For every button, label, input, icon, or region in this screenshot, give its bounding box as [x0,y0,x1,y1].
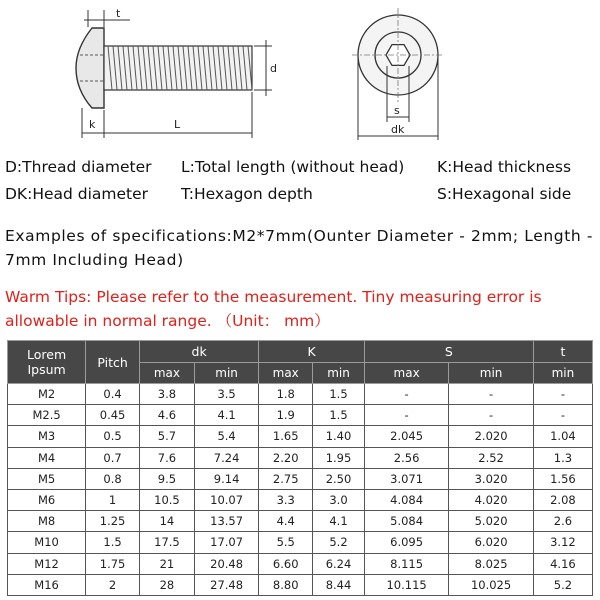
table-cell: 21 [139,553,194,574]
table-cell: 8.115 [364,553,448,574]
table-cell: M2 [8,384,86,405]
table-cell: M5 [8,468,86,489]
header-dk: dk [139,341,258,363]
table-row [8,553,593,574]
table-cell: 1.95 [313,447,365,468]
table-cell: 5.5 [259,532,313,553]
subheader-dk-min: min [194,363,258,384]
table-cell: 4.1 [194,405,258,426]
table-cell: 1.56 [533,468,592,489]
table-cell: 0.4 [86,384,140,405]
dim-label-k: k [89,118,96,131]
table-cell: 10.025 [449,574,533,595]
table-cell: 2.020 [449,426,533,447]
table-cell: 2.08 [533,489,592,510]
table-cell: M12 [8,553,86,574]
table-cell: - [533,384,592,405]
table-cell: 9.14 [194,468,258,489]
table-cell: 2.75 [259,468,313,489]
table-cell: 6.020 [449,532,533,553]
header-lorem-ipsum: Lorem Ipsum [8,341,86,384]
table-cell: 9.5 [139,468,194,489]
table-cell: M10 [8,532,86,553]
dim-label-t: t [116,7,121,20]
subheader-s-max: max [364,363,448,384]
table-cell: 1.04 [533,426,592,447]
table-cell: 1.75 [86,553,140,574]
dim-label-dk: dk [391,123,405,136]
table-cell: 3.5 [194,384,258,405]
table-cell: 3.8 [139,384,194,405]
table-cell: 1.5 [313,384,365,405]
table-cell: 20.48 [194,553,258,574]
dimension-k-l [82,92,252,138]
table-cell: 2.20 [259,447,313,468]
table-cell: M2.5 [8,405,86,426]
subheader-t-min: min [533,363,592,384]
table-cell: M6 [8,489,86,510]
table-cell: 17.07 [194,532,258,553]
table-cell: 2.50 [313,468,365,489]
table-cell: 3.071 [364,468,448,489]
table-cell: 6.095 [364,532,448,553]
table-cell: M4 [8,447,86,468]
table-cell: 2.52 [449,447,533,468]
legend-row-1 [5,158,597,180]
dim-label-d: d [270,62,277,75]
table-cell: 5.020 [449,511,533,532]
table-cell: M8 [8,511,86,532]
table-cell: - [364,384,448,405]
table-cell: 0.7 [86,447,140,468]
table-cell: 27.48 [194,574,258,595]
dim-label-s: s [394,104,400,117]
table-row [8,511,593,532]
screw-head-end-view [352,8,444,102]
table-cell: 4.020 [449,489,533,510]
table-cell: 5.084 [364,511,448,532]
table-cell: 7.6 [139,447,194,468]
table-cell: 3.3 [259,489,313,510]
table-cell: 5.2 [313,532,365,553]
table-cell: 7.24 [194,447,258,468]
table-cell: 0.8 [86,468,140,489]
screw-technical-drawing [0,0,600,150]
table-cell: 4.084 [364,489,448,510]
table-cell: 1.9 [259,405,313,426]
table-cell: 1.5 [313,405,365,426]
table-cell: 10.07 [194,489,258,510]
table-cell: 1.40 [313,426,365,447]
subheader-k-max: max [259,363,313,384]
specification-example: Examples of specifications:M2*7mm(Ounter Diameter - 2mm; Length - 7mm Including Head) [5,227,594,269]
screw-thread-side-view [104,46,252,90]
spec-table-body [8,384,593,596]
table-cell: 2 [86,574,140,595]
table-cell: 3.0 [313,489,365,510]
table-cell: 5.4 [194,426,258,447]
subheader-dk-max: max [139,363,194,384]
dim-label-l: L [174,118,181,131]
dimension-t [84,10,130,27]
table-cell: 5.2 [533,574,592,595]
table-cell: 6.24 [313,553,365,574]
table-cell: 0.45 [86,405,140,426]
table-cell: - [364,405,448,426]
table-cell: 1.65 [259,426,313,447]
legend-hexagon-depth: T:Hexagon depth [181,185,313,203]
table-cell: 10.115 [364,574,448,595]
table-cell: 13.57 [194,511,258,532]
table-cell: 2.045 [364,426,448,447]
legend-thread-diameter: D:Thread diameter [5,158,152,176]
table-cell: 1.25 [86,511,140,532]
header-pitch: Pitch [86,341,140,384]
table-cell: 5.7 [139,426,194,447]
table-cell: - [449,405,533,426]
table-cell: 8.80 [259,574,313,595]
table-row [8,489,593,510]
table-cell: 14 [139,511,194,532]
legend-head-thickness: K:Head thickness [437,158,572,176]
table-row [8,532,593,553]
header-k: K [259,341,365,363]
screw-drawing-svg [0,0,600,150]
table-cell: 2.56 [364,447,448,468]
table-cell: 6.60 [259,553,313,574]
table-row [8,384,593,405]
table-cell: 4.16 [533,553,592,574]
table-cell: - [449,384,533,405]
table-cell: 4.4 [259,511,313,532]
table-cell: 0.5 [86,426,140,447]
table-cell: M16 [8,574,86,595]
table-cell: 10.5 [139,489,194,510]
table-cell: 4.1 [313,511,365,532]
table-cell: 8.025 [449,553,533,574]
table-cell: 28 [139,574,194,595]
legend-total-length: L:Total length (without head) [181,158,405,176]
table-cell: 17.5 [139,532,194,553]
legend-head-diameter: DK:Head diameter [5,185,149,203]
table-cell: 1.5 [86,532,140,553]
table-cell: 3.020 [449,468,533,489]
table-cell: 1.8 [259,384,313,405]
table-row [8,447,593,468]
table-cell: 3.12 [533,532,592,553]
table-cell: - [533,405,592,426]
table-cell: 4.6 [139,405,194,426]
table-row [8,405,593,426]
table-row [8,468,593,489]
table-row [8,426,593,447]
legend-row-2 [5,185,597,207]
header-t: t [533,341,592,363]
warm-tips: Warm Tips: Please refer to the measurement. Tiny measuring error is allowable in normal range. （Unit： mm） [5,288,542,330]
subheader-s-min: min [449,363,533,384]
table-cell: M3 [8,426,86,447]
header-s: S [364,341,533,363]
table-cell: 1.3 [533,447,592,468]
table-cell: 1 [86,489,140,510]
subheader-k-min: min [313,363,365,384]
table-cell: 8.44 [313,574,365,595]
screw-head-side-view [76,28,104,108]
table-cell: 2.6 [533,511,592,532]
table-row [8,574,593,595]
spec-table [7,340,593,596]
legend-hexagonal-side: S:Hexagonal side [437,185,572,203]
